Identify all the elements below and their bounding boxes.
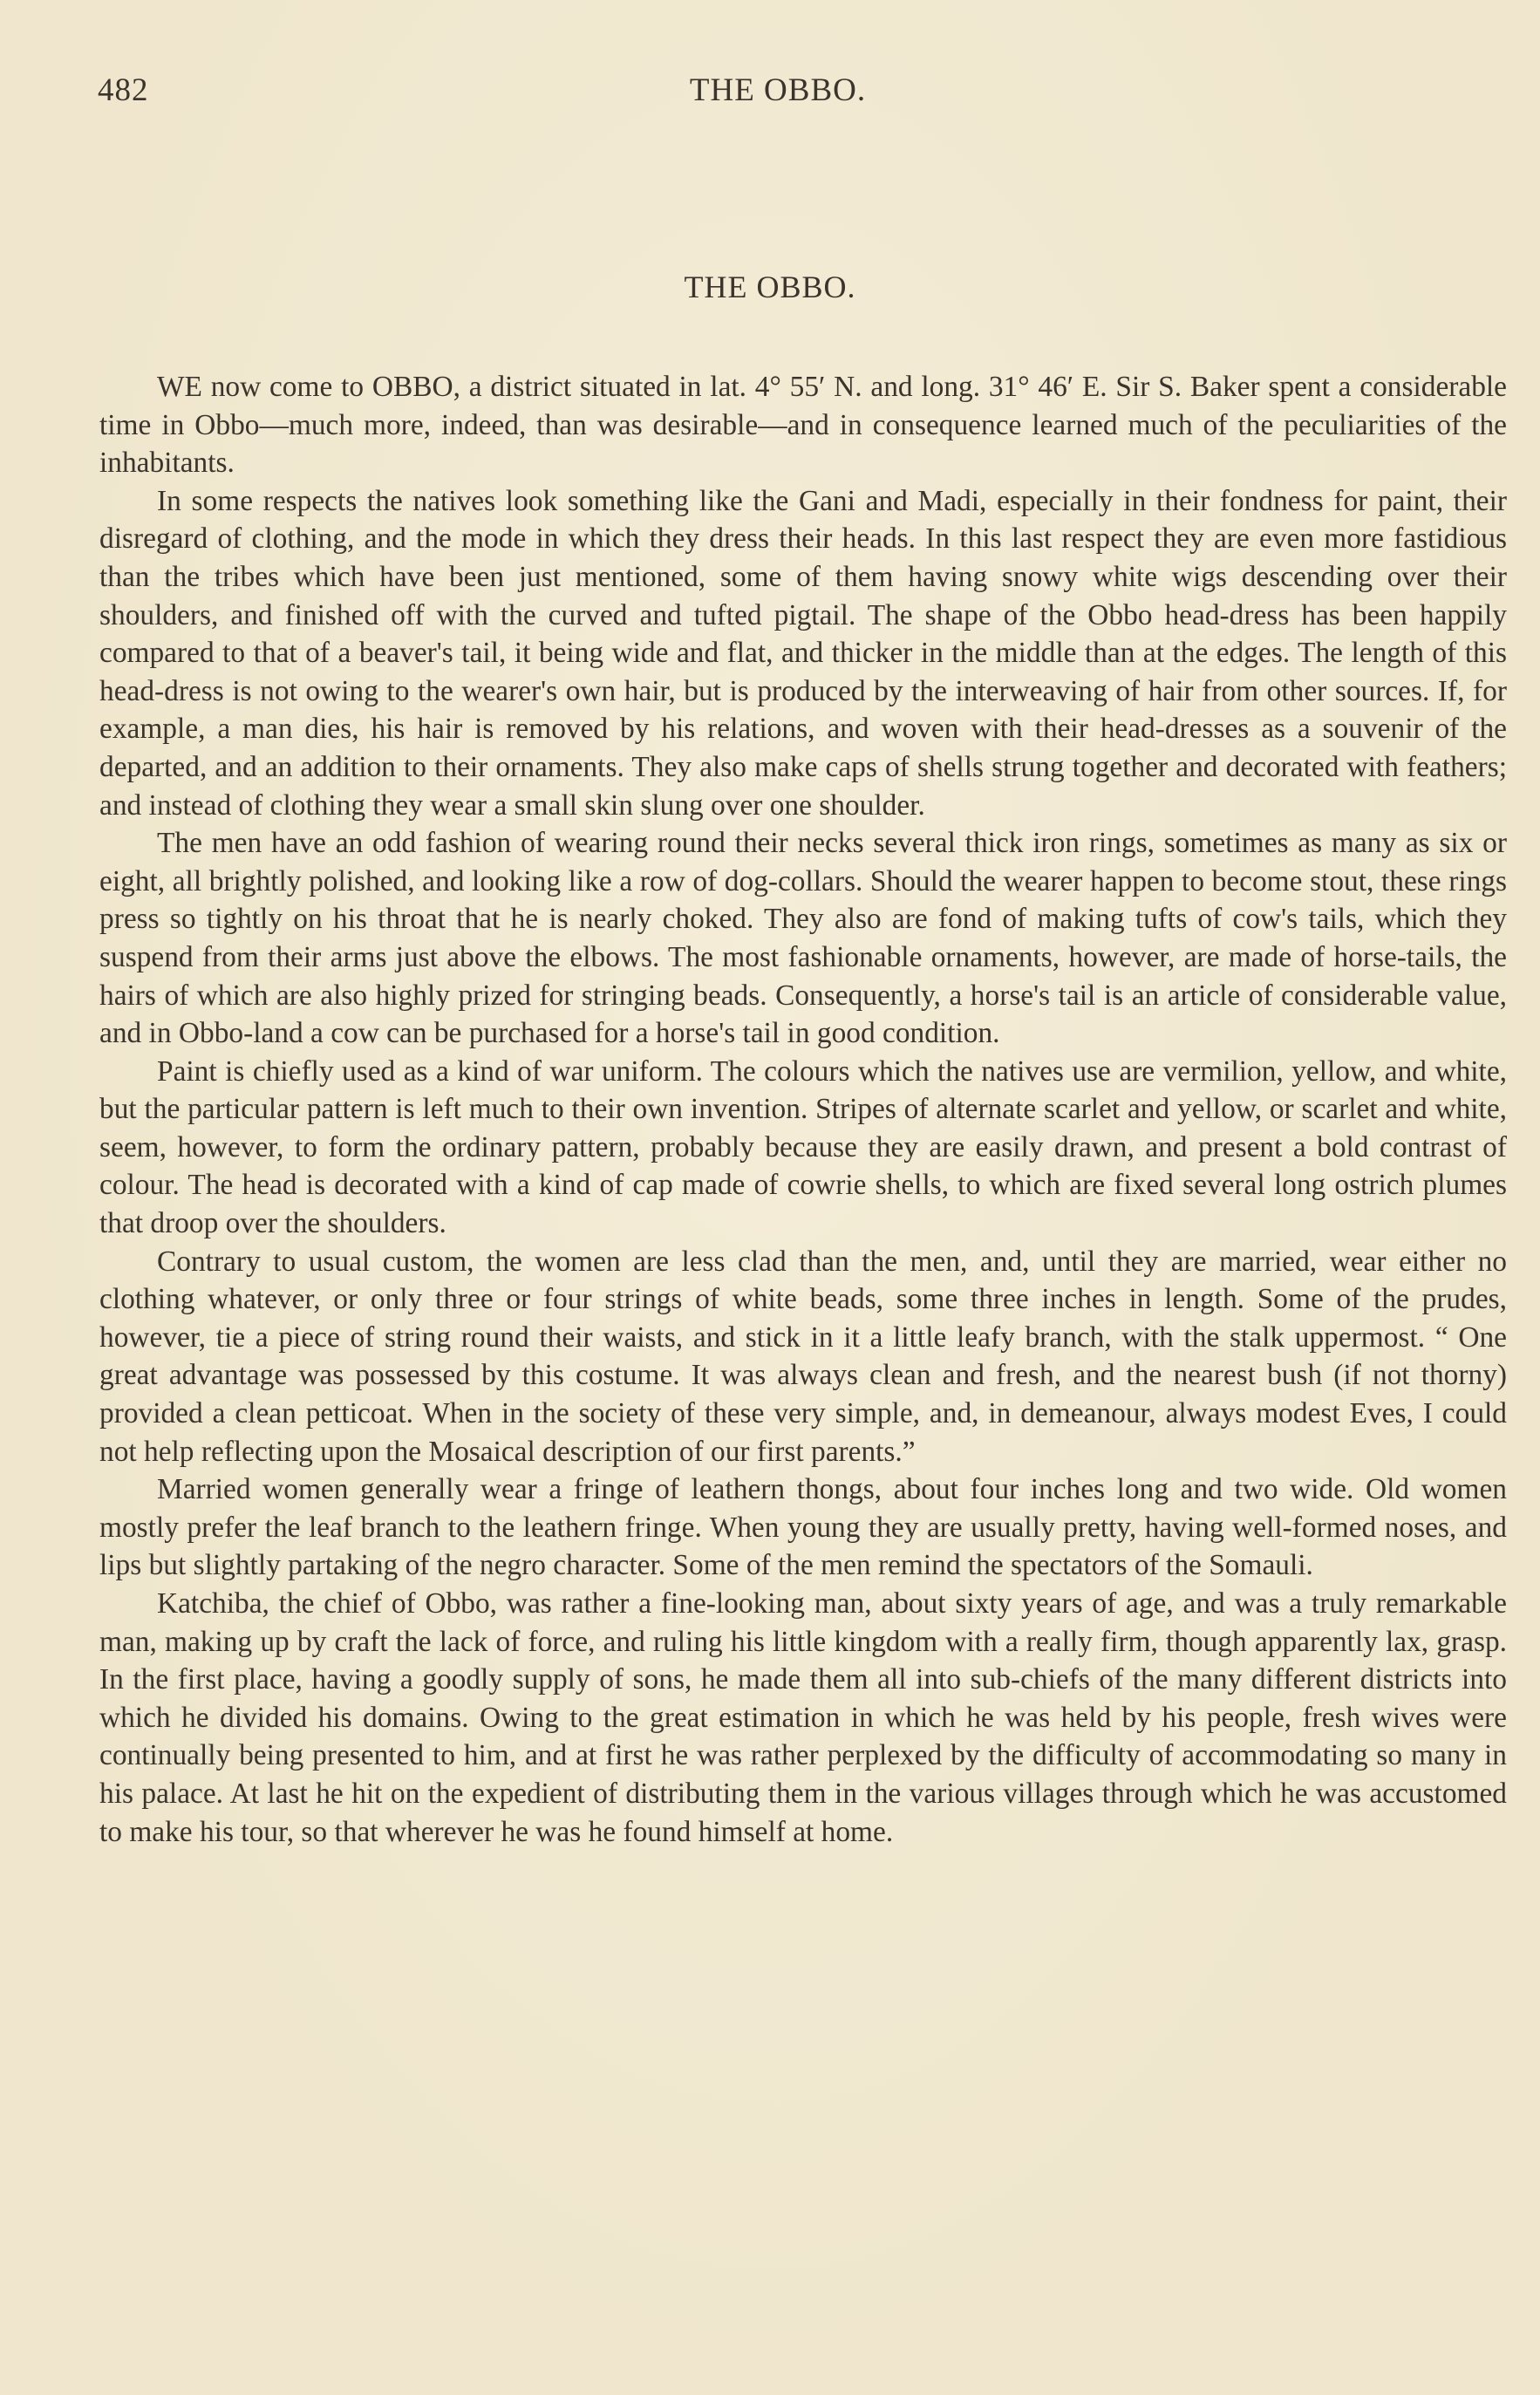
paragraph: In some respects the natives look something like the Gani and Madi, especially in their fondness for paint, their disregard of clothing, and the mode in which they dress their heads. In this last respect they are even more fastidious than the tribes which have been just mentioned, some of them having snowy white wigs descending over their shoulders, and finished off with the curved and tufted pigtail. The shape of the Obbo head-dress has been happily compared to that of a beaver's tail, it being wide and flat, and thicker in the middle than at the edges. The length of this head-dress is not owing to the wearer's own hair, but is produced by the interweaving of hair from other sources. If, for example, a man dies, his hair is removed by his relations, and woven with their head-dresses as a souvenir of the departed, and an addition to their ornaments. They also make caps of shells strung together and decorated with feathers; and instead of clothing they wear a small skin slung over one shoulder. xyxy=(99,484,1507,822)
running-head xyxy=(98,72,1458,115)
body-text xyxy=(99,368,1507,1851)
paragraph: WE now come to OBBO, a district situated in lat. 4° 55′ N. and long. 31° 46′ E. Sir S. Baker spent a considerable time in Obbo—much more, indeed, than was desirable—and in consequence learned much of the peculiarities of the inhabitants. xyxy=(99,371,1507,480)
running-title: THE OBBO. xyxy=(689,72,867,108)
paragraph: The men have an odd fashion of wearing round their necks several thick iron rings, sometimes as many as six or eight, all brightly polished, and looking like a row of dog-collars. Should the wearer happen to become stout, these rings press so tightly on his throat that he is nearly choked. They also are fond of making tufts of cow's tails, which they suspend from their arms just above the elbows. The most fashionable ornaments, however, are made of horse-tails, the hairs of which are also highly prized for stringing beads. Consequently, a horse's tail is an article of considerable value, and in Obbo-land a cow can be purchased for a horse's tail in good condition. xyxy=(99,827,1507,1050)
page-number: 482 xyxy=(98,72,149,108)
paragraph: Paint is chiefly used as a kind of war uniform. The colours which the natives use are vermilion, yellow, and white, but the particular pattern is left much to their own invention. Stripes of alternate scarlet and yellow, or scarlet and white, seem, however, to form the ordinary pattern, probably because they are easily drawn, and present a bold contrast of colour. The head is decorated with a kind of cap made of cowrie shells, to which are fixed several long ostrich plumes that droop over the shoulders. xyxy=(99,1054,1507,1240)
chapter-title: THE OBBO. xyxy=(684,270,856,304)
paragraph: Contrary to usual custom, the women are less clad than the men, and, until they are married, wear either no clothing whatever, or only three or four strings of white beads, some three inches in length. Some of the prudes, however, tie a piece of string round their waists, and stick in it a little leafy branch, with the stalk uppermost. “ One great advantage was possessed by this costume. It was always clean and fresh, and the nearest bush (if not thorny) provided a clean petticoat. When in the society of these very simple, and, in demeanour, always modest Eves, I could not help reflecting upon the Mosaical description of our first parents.” xyxy=(99,1245,1507,1468)
paragraph: Married women generally wear a fringe of leathern thongs, about four inches long and two wide. Old women mostly prefer the leaf branch to the leathern fringe. When young they are usually pretty, having well-formed noses, and lips but slightly partaking of the negro character. Some of the men remind the spectators of the Somauli. xyxy=(99,1473,1507,1582)
paragraph: Katchiba, the chief of Obbo, was rather a fine-looking man, about sixty years of age, and was a truly remarkable man, making up by craft the lack of force, and ruling his little kingdom with a really firm, though apparently lax, grasp. In the first place, having a goodly supply of sons, he made them all into sub-chiefs of the many different districts into which he divided his domains. Owing to the great estimation in which he was held by his people, fresh wives were continually being presented to him, and at first he was rather perplexed by the difficulty of accommodating so many in his palace. At last he hit on the expedient of distributing them in the various villages through which he was accustomed to make his tour, so that wherever he was he found himself at home. xyxy=(99,1587,1507,1848)
